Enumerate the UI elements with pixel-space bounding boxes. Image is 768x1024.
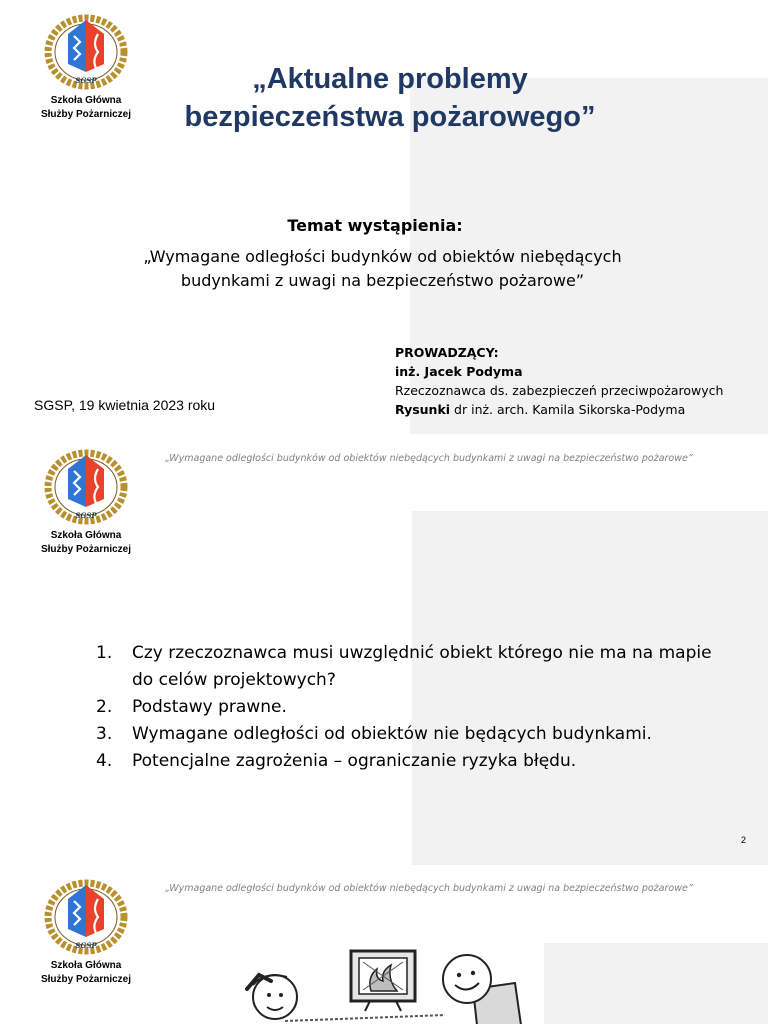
illustration-slide [0, 867, 768, 1024]
list-item-number: 3. [96, 724, 113, 744]
presentation-date: SGSP, 19 kwietnia 2023 roku [34, 397, 216, 413]
slide-title [140, 60, 640, 136]
header-quote: „Wymagane odległości budynków od obiektów niebędących budynkami z uwagi na bezpieczeństwo pożarowe” [165, 883, 693, 894]
list-item-text: Czy rzeczoznawca musi uwzględnić obiekt którego nie ma na mapie do celów projektowych? [132, 643, 712, 690]
sgsp-emblem-icon [44, 879, 128, 955]
list-item-text: Podstawy prawne. [132, 697, 287, 717]
list-item-text: Wymagane odległości od obiektów nie będących budynkami. [132, 724, 652, 744]
sgsp-logo [40, 14, 132, 122]
table-edge [285, 1015, 445, 1021]
topic-line2: budynkami z uwagi na bezpieczeństwo pożarowe” [180, 271, 585, 290]
list-item-number: 4. [96, 751, 113, 771]
presenter-block [395, 343, 723, 419]
logo-caption-line1: Szkoła Główna [50, 95, 122, 106]
svg-text:SGSP: SGSP [75, 511, 97, 520]
smiling-figure-icon [443, 955, 521, 1024]
topic-text [100, 245, 665, 293]
presenter-name: inż. Jacek Podyma [395, 364, 523, 379]
list-item [96, 748, 716, 775]
logo-caption-line1: Szkoła Główna [50, 530, 122, 541]
logo-caption-line1: Szkoła Główna [50, 960, 122, 971]
topic-line1: „Wymagane odległości budynków od obiektów niebędących [143, 247, 622, 266]
logo-caption-line2: Służby Pożarniczej [40, 109, 132, 120]
sgsp-logo [40, 449, 132, 557]
topic-label: Temat wystąpienia: [287, 216, 463, 235]
list-item-text: Potencjalne zagrożenia – ograniczanie ryzyka błędu. [132, 751, 577, 771]
title-line2: bezpieczeństwa pożarowego” [184, 101, 596, 133]
presenter-label: PROWADZĄCY: [395, 345, 499, 360]
list-item-number: 2. [96, 697, 113, 717]
drawings-author: dr inż. arch. Kamila Sikorska-Podyma [454, 402, 686, 417]
presenter-role: Rzeczoznawca ds. zabezpieczeń przeciwpożarowych [395, 383, 724, 398]
fire-picture-icon [351, 951, 415, 1011]
title-line1: „Aktualne problemy [252, 63, 528, 95]
cartoon-illustration [225, 945, 525, 1024]
saluting-figure-icon [247, 975, 297, 1019]
page-number: 2 [741, 835, 747, 845]
header-quote: „Wymagane odległości budynków od obiektów niebędących budynkami z uwagi na bezpieczeństwo pożarowe” [165, 453, 693, 464]
list-item [96, 694, 716, 721]
logo-caption-line2: Służby Pożarniczej [40, 544, 132, 555]
agenda-slide [0, 437, 768, 867]
svg-text:SGSP: SGSP [75, 941, 97, 950]
list-item [96, 721, 716, 748]
svg-text:SGSP: SGSP [75, 76, 97, 85]
logo-caption-line2: Służby Pożarniczej [40, 974, 132, 985]
agenda-list [96, 640, 716, 775]
sgsp-emblem-icon [44, 449, 128, 525]
list-item [96, 640, 716, 694]
sgsp-emblem-icon [44, 14, 128, 90]
title-slide [0, 0, 768, 437]
sgsp-logo [40, 879, 132, 987]
list-item-number: 1. [96, 643, 113, 663]
drawings-label: Rysunki [395, 402, 451, 417]
background-panel [544, 943, 768, 1024]
